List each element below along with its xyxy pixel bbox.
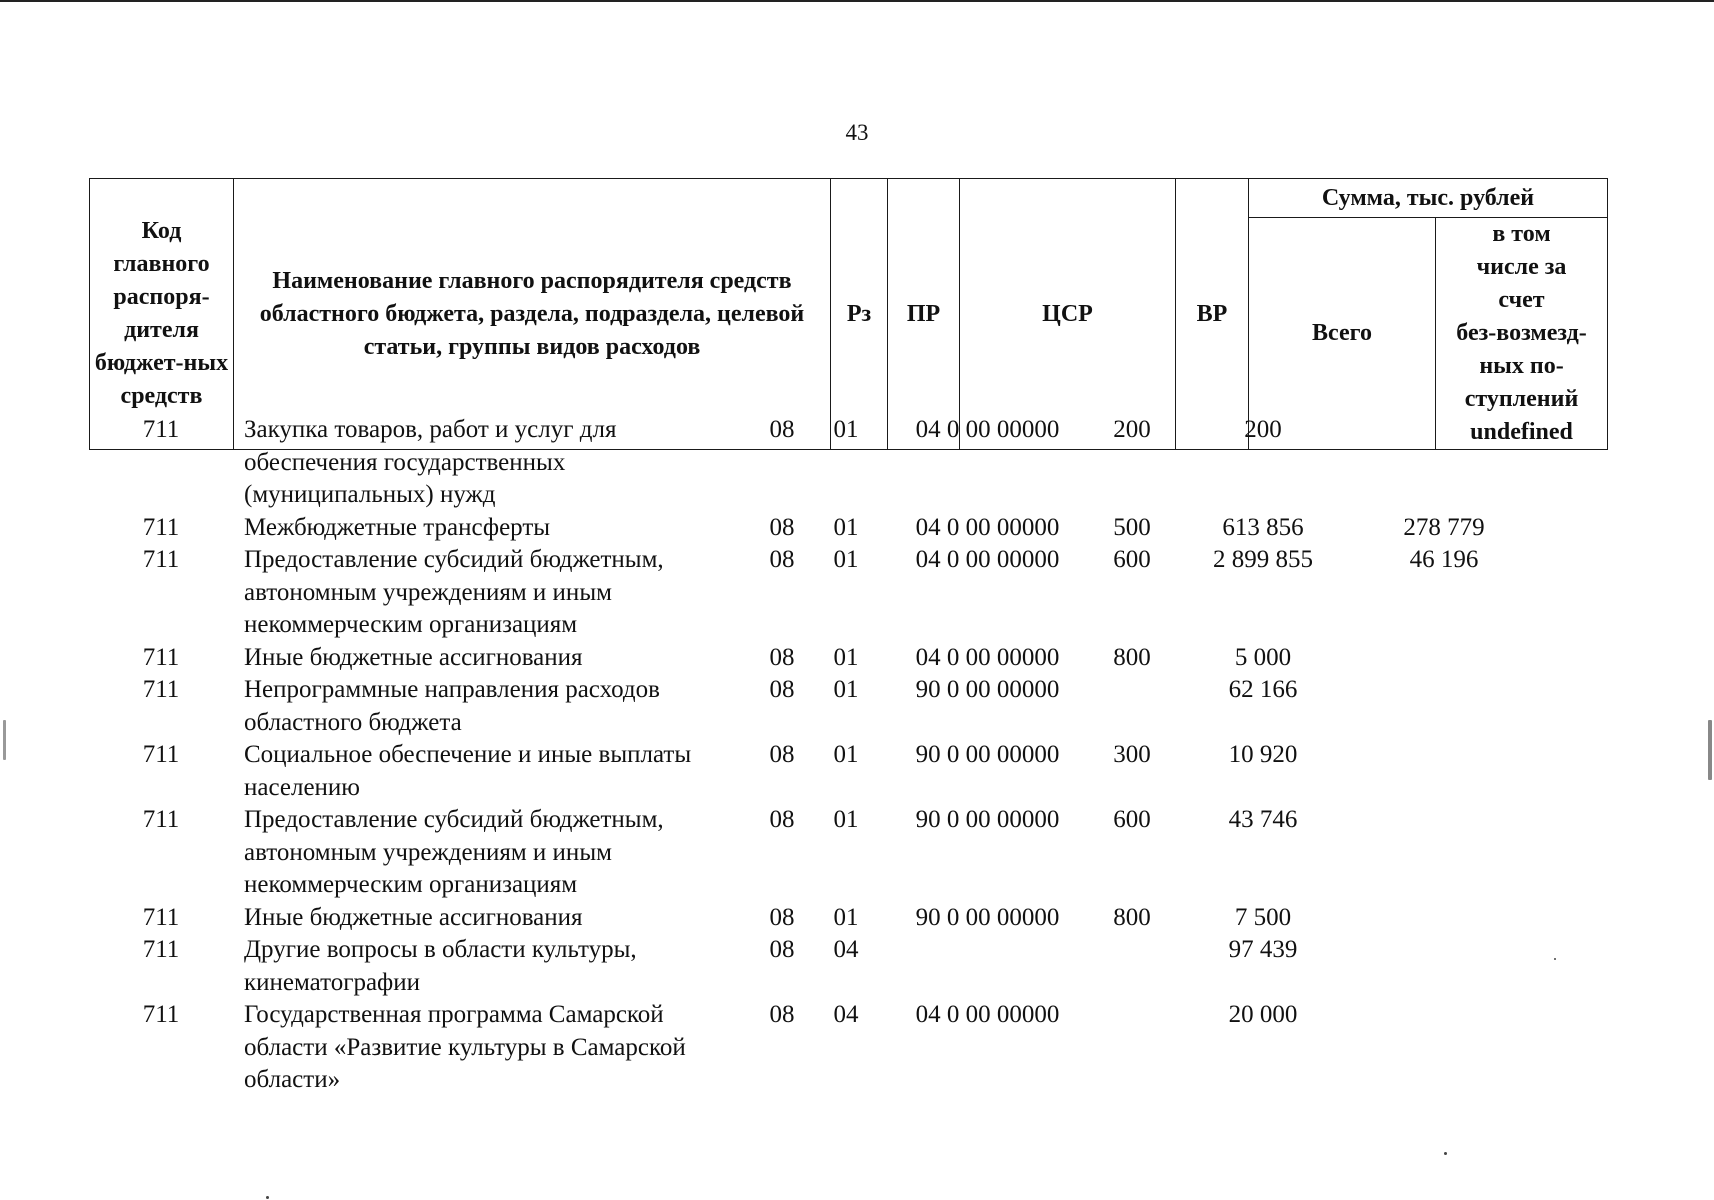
cell-vr: 800 bbox=[1113, 903, 1151, 931]
cell-including bbox=[1357, 642, 1531, 675]
cell-vr: 600 bbox=[1113, 806, 1151, 833]
cell-total: 5 000 bbox=[1234, 643, 1292, 671]
header-total: Всего bbox=[1249, 218, 1436, 450]
cell-vr: 600 bbox=[1113, 546, 1151, 573]
cell-name: Иные бюджетные ассигнования bbox=[244, 903, 583, 931]
cell-csr: 04 0 00 00000 bbox=[915, 643, 1060, 671]
cell-kod: 711 bbox=[142, 416, 180, 443]
table-row bbox=[89, 902, 1607, 935]
table-body bbox=[89, 414, 1607, 1097]
header-csr: ЦСР bbox=[960, 179, 1176, 450]
cell-pr: 01 bbox=[833, 903, 859, 931]
cell-vr: 200 bbox=[1113, 416, 1151, 443]
cell-csr: 90 0 00 00000 bbox=[915, 741, 1060, 768]
table-row bbox=[89, 414, 1607, 512]
header-kod: Код главного распоря-дителя бюджет-ных средств bbox=[90, 179, 234, 450]
cell-vr: 300 bbox=[1113, 741, 1151, 768]
cell-csr: 04 0 00 00000 bbox=[915, 1001, 1060, 1028]
table-row bbox=[89, 642, 1607, 675]
cell-total: 20 000 bbox=[1228, 1001, 1298, 1028]
cell-total: 97 439 bbox=[1228, 936, 1298, 963]
cell-csr: 90 0 00 00000 bbox=[915, 806, 1060, 833]
cell-name: Закупка товаров, работ и услуг для обеспечения государственных (муниципальных) нужд bbox=[244, 416, 617, 508]
cell-pr: 01 bbox=[833, 806, 859, 833]
table-row bbox=[89, 739, 1607, 804]
cell-pr: 01 bbox=[833, 676, 859, 703]
cell-name: Предоставление субсидий бюджетным, автономным учреждениям и иным некоммерческим организациям bbox=[244, 806, 664, 898]
cell-total: 62 166 bbox=[1228, 676, 1298, 703]
cell-total: 7 500 bbox=[1234, 903, 1292, 931]
cell-csr: 90 0 00 00000 bbox=[915, 903, 1060, 931]
header-including: в том числе за счет без-возмезд-ных по-ступлений undefined bbox=[1436, 218, 1608, 450]
cell-including bbox=[1357, 674, 1531, 739]
cell-vr bbox=[1095, 934, 1169, 999]
cell-rz: 08 bbox=[769, 903, 795, 931]
cell-name: Иные бюджетные ассигнования bbox=[244, 643, 583, 671]
page-number: 43 bbox=[845, 120, 869, 145]
cell-pr: 01 bbox=[833, 513, 859, 541]
cell-kod: 711 bbox=[142, 676, 180, 703]
table-row bbox=[89, 999, 1607, 1097]
cell-kod: 711 bbox=[142, 1001, 180, 1028]
cell-rz: 08 bbox=[769, 643, 795, 671]
cell-kod: 711 bbox=[142, 806, 180, 833]
scan-speck bbox=[1444, 1152, 1447, 1155]
cell-kod: 711 bbox=[142, 643, 180, 671]
scan-speck bbox=[3, 720, 6, 760]
cell-pr: 04 bbox=[833, 1001, 859, 1028]
table-row bbox=[89, 674, 1607, 739]
cell-name: Государственная программа Самарской области «Развитие культуры в Самарской области» bbox=[244, 1001, 686, 1093]
header-name: Наименование главного распорядителя средств областного бюджета, раздела, подраздела, целевой статьи, группы видов расходов bbox=[234, 179, 831, 450]
cell-total: 2 899 855 bbox=[1213, 546, 1313, 573]
cell-rz: 08 bbox=[769, 513, 795, 541]
cell-rz: 08 bbox=[769, 1001, 795, 1028]
table-row bbox=[89, 804, 1607, 902]
cell-csr: 04 0 00 00000 bbox=[915, 513, 1060, 541]
scan-speck bbox=[1554, 958, 1556, 960]
cell-total: 200 bbox=[1244, 416, 1282, 443]
cell-rz: 08 bbox=[769, 676, 795, 703]
header-sum-group: Сумма, тыс. рублей bbox=[1249, 179, 1608, 218]
cell-including: 278 779 bbox=[1403, 513, 1485, 541]
cell-including bbox=[1357, 739, 1531, 804]
table-header bbox=[89, 178, 1608, 450]
header-vr: ВР bbox=[1176, 179, 1249, 450]
cell-kod: 711 bbox=[142, 741, 180, 768]
cell-kod: 711 bbox=[142, 903, 180, 931]
cell-vr: 500 bbox=[1113, 513, 1151, 541]
cell-name: Межбюджетные трансферты bbox=[244, 513, 551, 541]
cell-including bbox=[1357, 934, 1531, 999]
table-row bbox=[89, 544, 1607, 642]
cell-vr bbox=[1095, 674, 1169, 739]
cell-vr: 800 bbox=[1113, 643, 1151, 671]
cell-pr: 01 bbox=[833, 416, 859, 443]
cell-including bbox=[1357, 902, 1531, 935]
cell-pr: 01 bbox=[833, 643, 859, 671]
cell-including bbox=[1357, 999, 1531, 1097]
cell-rz: 08 bbox=[769, 936, 795, 963]
cell-name: Другие вопросы в области культуры, кинематографии bbox=[244, 936, 637, 996]
cell-total: 10 920 bbox=[1228, 741, 1298, 768]
cell-kod: 711 bbox=[142, 936, 180, 963]
cell-including bbox=[1357, 804, 1531, 902]
table-row bbox=[89, 934, 1607, 999]
header-pr: ПР bbox=[888, 179, 960, 450]
cell-name: Социальное обеспечение и иные выплаты населению bbox=[244, 741, 692, 801]
cell-total: 43 746 bbox=[1228, 806, 1298, 833]
cell-including bbox=[1357, 414, 1531, 512]
cell-vr bbox=[1095, 999, 1169, 1097]
cell-csr: 04 0 00 00000 bbox=[915, 546, 1060, 573]
cell-csr: 90 0 00 00000 bbox=[915, 676, 1060, 703]
cell-csr: 04 0 00 00000 bbox=[915, 416, 1060, 443]
cell-rz: 08 bbox=[769, 416, 795, 443]
cell-kod: 711 bbox=[142, 513, 180, 541]
cell-pr: 01 bbox=[833, 546, 859, 573]
cell-name: Предоставление субсидий бюджетным, автономным учреждениям и иным некоммерческим организациям bbox=[244, 546, 664, 638]
scan-speck bbox=[1708, 720, 1712, 780]
cell-rz: 08 bbox=[769, 546, 795, 573]
cell-total: 613 856 bbox=[1222, 513, 1304, 541]
cell-pr: 04 bbox=[833, 936, 859, 963]
cell-rz: 08 bbox=[769, 806, 795, 833]
cell-kod: 711 bbox=[142, 546, 180, 573]
scan-speck bbox=[266, 1196, 269, 1199]
cell-name: Непрограммные направления расходов областного бюджета bbox=[244, 676, 660, 736]
cell-rz: 08 bbox=[769, 741, 795, 768]
cell-pr: 01 bbox=[833, 741, 859, 768]
page-top-edge bbox=[0, 0, 1714, 2]
cell-csr bbox=[880, 934, 1095, 999]
cell-including: 46 196 bbox=[1409, 546, 1479, 573]
table-row bbox=[89, 512, 1607, 545]
header-rz: Рз bbox=[831, 179, 888, 450]
